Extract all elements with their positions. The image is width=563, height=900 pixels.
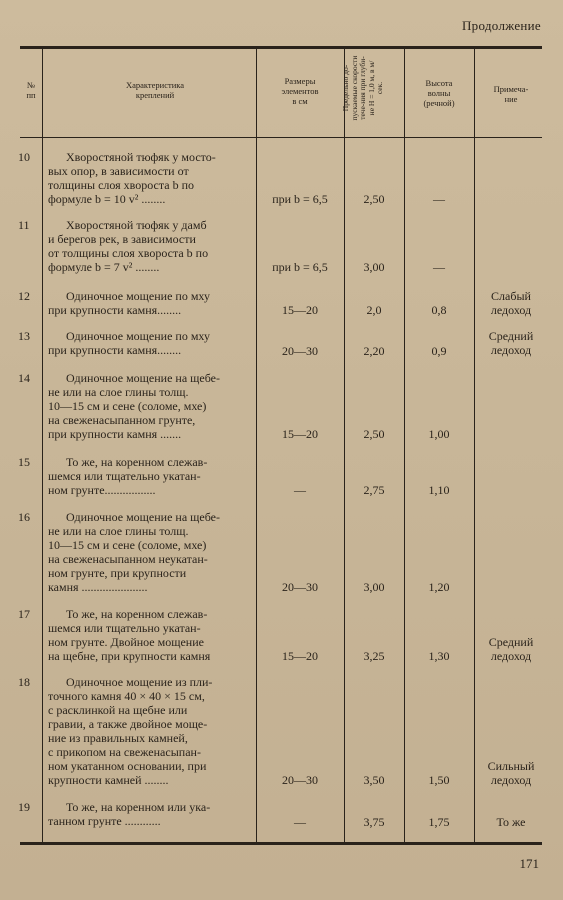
- description-line: шемся или тщательно укатан-: [48, 621, 201, 635]
- row-number: 16: [18, 510, 30, 524]
- speed-value: 2,50: [363, 192, 385, 206]
- description-line: и берегов рек, в зависимости: [48, 232, 196, 246]
- description-line: формуле b = 10 v² ........: [48, 192, 166, 206]
- header-wave-height: Высота волны (речной): [423, 78, 455, 108]
- column-divider: [42, 49, 43, 842]
- speed-value: 2,20: [363, 344, 385, 358]
- note-value: [474, 815, 548, 829]
- table-top-rule: [20, 46, 542, 49]
- description-line: ном грунте. Двойное мощение: [48, 635, 204, 649]
- header-allowed-speed-text: Предельно до-пускаемые скорости тече-ния при глуби-не H = 1,0 м, в м/сек.: [340, 55, 384, 121]
- row-description: [48, 218, 254, 274]
- description-line: при крупности камня .......: [48, 427, 182, 441]
- column-divider: [474, 49, 475, 842]
- speed-value: 2,75: [363, 483, 385, 497]
- size-value: —: [294, 483, 306, 497]
- description-line: То же, на коренном слежав-: [66, 607, 208, 621]
- description-line: не или на слое глины толщ.: [48, 524, 189, 538]
- header-notes: Примеча- ние: [493, 84, 529, 104]
- description-line: То же, на коренном или ука-: [66, 800, 211, 814]
- wave-value: 1,20: [428, 580, 450, 594]
- note-line: Сильный: [487, 759, 535, 773]
- description-line: 10—15 см и сене (соломе, мхе): [48, 538, 207, 552]
- description-line: Одиночное мощение по мху: [66, 289, 210, 303]
- table-bottom-rule: [20, 842, 542, 845]
- speed-value: 3,00: [363, 260, 385, 274]
- description-line: камня ......................: [48, 580, 148, 594]
- size-value: 15—20: [282, 427, 318, 441]
- description-line: при крупности камня........: [48, 303, 182, 317]
- note-value: [474, 329, 548, 357]
- description-line: Одиночное мощение на щебе-: [66, 510, 220, 524]
- size-value: 15—20: [282, 303, 318, 317]
- row-description: [48, 607, 254, 663]
- description-line: с расклинкой на щебне или: [48, 703, 188, 717]
- row-description: [48, 289, 254, 317]
- row-description: [48, 800, 254, 828]
- description-line: Одиночное мощение из пли-: [66, 675, 213, 689]
- note-line: Средний: [488, 329, 534, 343]
- description-line: 10—15 см и сене (соломе, мхе): [48, 399, 207, 413]
- row-description: [48, 510, 254, 594]
- description-line: на свеженасыпанном грунте,: [48, 413, 196, 427]
- description-line: ном грунте, при крупности: [48, 566, 187, 580]
- continuation-label: Продолжение: [461, 18, 541, 33]
- row-description: [48, 455, 254, 497]
- speed-value: 3,75: [363, 815, 385, 829]
- description-line: шемся или тщательно укатан-: [48, 469, 201, 483]
- note-line: ледоход: [490, 649, 532, 663]
- wave-value: 0,8: [431, 303, 447, 317]
- description-line: толщины слоя хвороста b по: [48, 178, 195, 192]
- speed-value: 2,0: [366, 303, 382, 317]
- column-divider: [404, 49, 405, 842]
- description-line: точного камня 40 × 40 × 15 см,: [48, 689, 205, 703]
- header-number: № пп: [26, 80, 36, 100]
- row-description: [48, 675, 254, 787]
- header-sizes: Размеры элементов в см: [281, 76, 319, 106]
- note-value: [474, 635, 548, 663]
- description-line: вых опор, в зависимости от: [48, 164, 189, 178]
- wave-value: 1,75: [428, 815, 450, 829]
- description-line: ном грунте.................: [48, 483, 156, 497]
- speed-value: 2,50: [363, 427, 385, 441]
- note-line: Слабый: [491, 289, 531, 303]
- description-line: крупности камней ........: [48, 773, 169, 787]
- column-divider: [256, 49, 257, 842]
- size-value: —: [294, 815, 306, 829]
- row-number: 11: [18, 218, 30, 232]
- description-line: Одиночное мощение по мху: [66, 329, 210, 343]
- row-description: [48, 371, 254, 441]
- note-line: ледоход: [490, 343, 532, 357]
- row-description: [48, 329, 254, 357]
- size-value: при b = 6,5: [272, 260, 328, 274]
- note-value: [474, 289, 548, 317]
- description-line: на щебне, при крупности камня: [48, 649, 211, 663]
- wave-value: 1,10: [428, 483, 450, 497]
- description-line: Хворостяной тюфяк у дамб: [66, 218, 207, 232]
- description-line: ние из правильных камней,: [48, 731, 188, 745]
- row-number: 19: [18, 800, 30, 814]
- description-line: не или на слое глины толщ.: [48, 385, 189, 399]
- note-line: Средний: [488, 635, 534, 649]
- description-line: ном укатанном основании, при: [48, 759, 207, 773]
- wave-value: 1,50: [428, 773, 450, 787]
- description-line: от толщины слоя хвороста b по: [48, 246, 209, 260]
- row-number: 10: [18, 150, 30, 164]
- row-number: 18: [18, 675, 30, 689]
- header-bottom-rule: [20, 137, 542, 138]
- header-allowed-speed: [336, 54, 390, 122]
- row-number: 12: [18, 289, 30, 303]
- row-number: 14: [18, 371, 30, 385]
- note-line: ледоход: [490, 773, 532, 787]
- wave-value: —: [433, 260, 445, 274]
- size-value: 15—20: [282, 649, 318, 663]
- description-line: То же, на коренном слежав-: [66, 455, 208, 469]
- description-line: на свеженасыпанном неукатан-: [48, 552, 208, 566]
- note-line: ледоход: [490, 303, 532, 317]
- row-description: [48, 150, 254, 206]
- speed-value: 3,00: [363, 580, 385, 594]
- size-value: 20—30: [282, 344, 318, 358]
- description-line: с прикопом на свеженасыпан-: [48, 745, 201, 759]
- speed-value: 3,50: [363, 773, 385, 787]
- description-line: гравии, а также двойное моще-: [48, 717, 208, 731]
- column-divider: [344, 49, 345, 842]
- description-line: Одиночное мощение на щебе-: [66, 371, 220, 385]
- row-number: 15: [18, 455, 30, 469]
- wave-value: 1,00: [428, 427, 450, 441]
- row-number: 13: [18, 329, 30, 343]
- wave-value: 0,9: [431, 344, 447, 358]
- description-line: формуле b = 7 v² ........: [48, 260, 160, 274]
- note-value: [474, 759, 548, 787]
- page-number: 171: [519, 856, 539, 871]
- description-line: при крупности камня........: [48, 343, 182, 357]
- wave-value: —: [433, 192, 445, 206]
- description-line: танном грунте ............: [48, 814, 161, 828]
- speed-value: 3,25: [363, 649, 385, 663]
- size-value: 20—30: [282, 580, 318, 594]
- wave-value: 1,30: [428, 649, 450, 663]
- description-line: Хворостяной тюфяк у мосто-: [66, 150, 216, 164]
- header-characteristic: Характеристика креплений: [125, 80, 185, 100]
- size-value: 20—30: [282, 773, 318, 787]
- size-value: при b = 6,5: [272, 192, 328, 206]
- note-line: То же: [496, 815, 526, 829]
- row-number: 17: [18, 607, 30, 621]
